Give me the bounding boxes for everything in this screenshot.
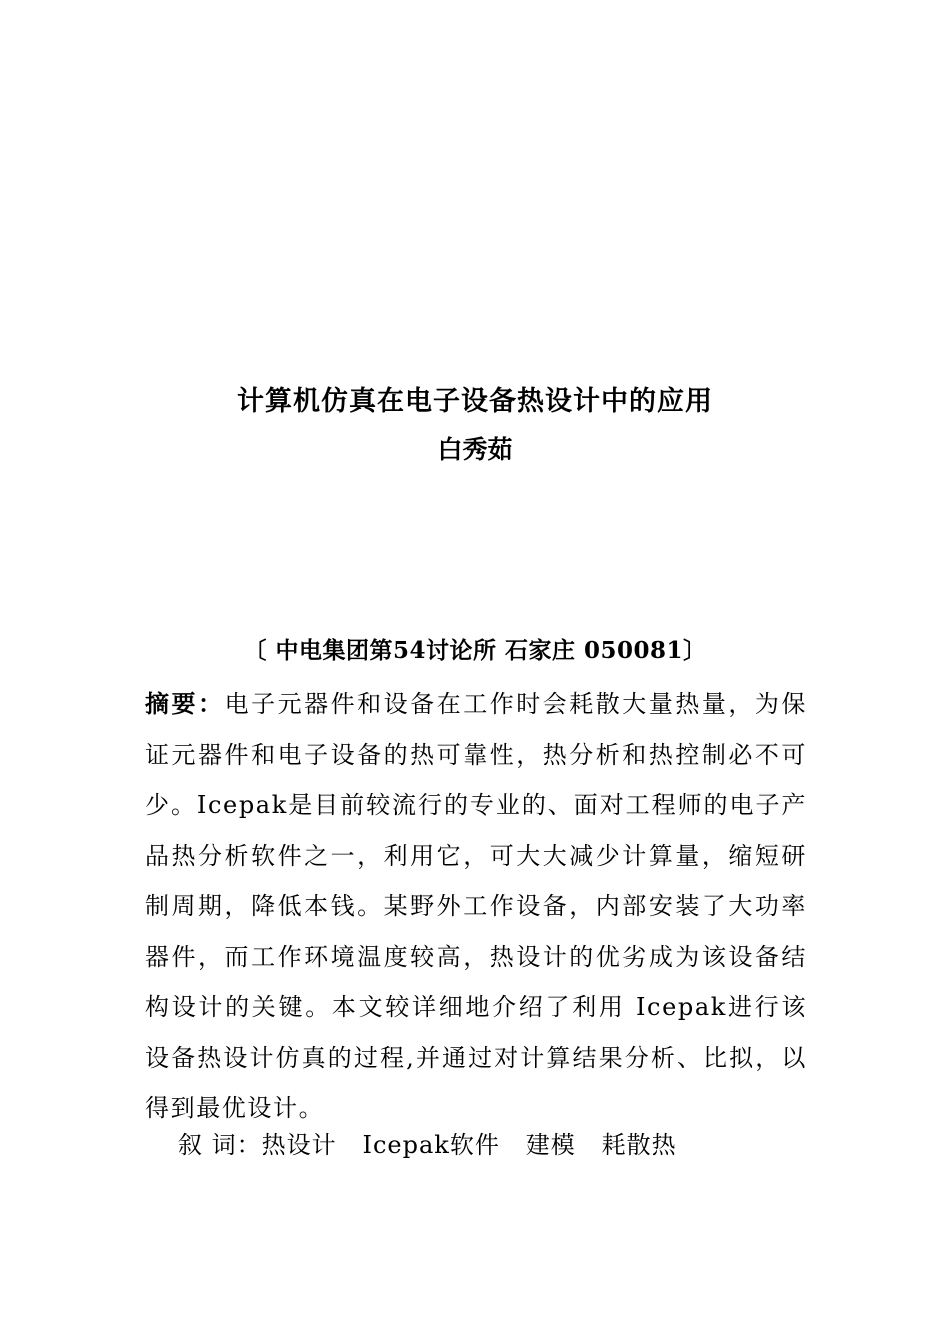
keywords-line: 叙 词：热设计 Icepak软件 建模 耗散热 xyxy=(178,1131,677,1159)
document-title: 计算机仿真在电子设备热设计中的应用 xyxy=(237,386,713,417)
abstract-text: 电子元器件和设备在工作时会耗散大量热量，为保证元器件和电子设备的热可靠性，热分析和热控制必不可少。Icepak是目前较流行的专业的、面对工程师的电子产品热分析软件之一，利用它，可大大减少计算量，缩短研制周期，降低本钱。某野外工作设备，内部安装了大功率器件，而工作环境温度较高，热设计的优劣成为该设备结构设计的关键。本文较详细地介绍了利用 Icepak进行该设备热设计仿真的过程,并通过对计算结果分析、比拟，以得到最优设计。 xyxy=(145,690,807,1122)
abstract-label: 摘要： xyxy=(145,689,225,718)
author-name: 白秀茹 xyxy=(437,435,513,464)
abstract-paragraph xyxy=(145,679,807,1134)
author-affiliation: 〔 中电集团第54讨论所 石家庄 050081〕 xyxy=(243,637,707,664)
